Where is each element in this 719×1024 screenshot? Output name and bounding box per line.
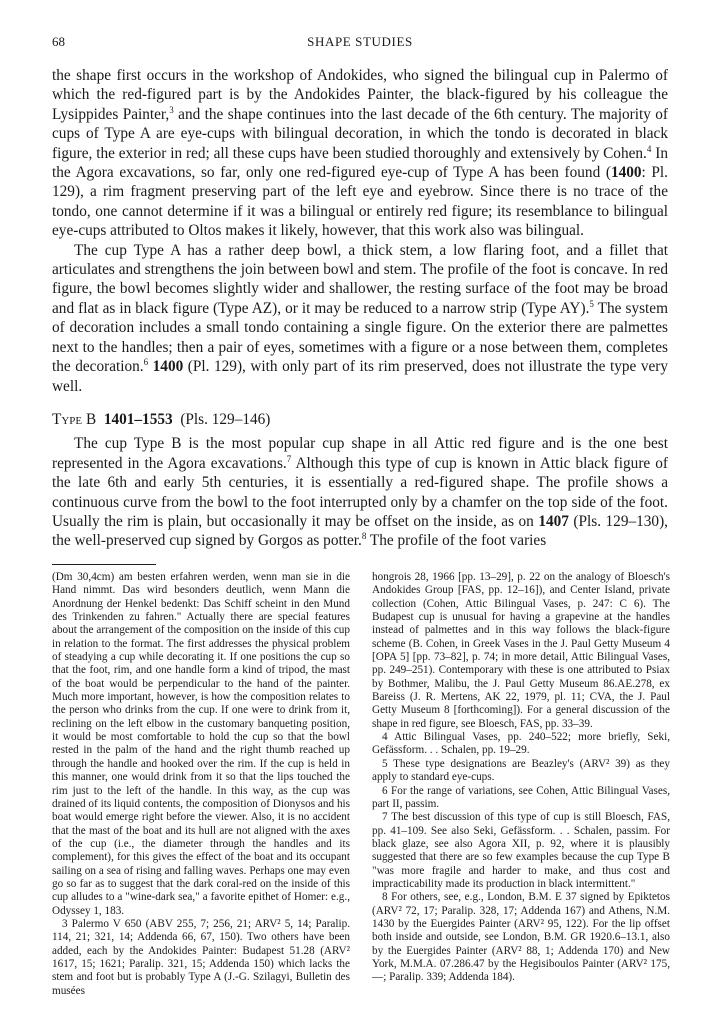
running-title: SHAPE STUDIES: [307, 34, 413, 49]
type-label: Type B: [52, 410, 97, 428]
footnote-6: 6 For the range of variations, see Cohen, Attic Bilingual Vases, part II, passim.: [372, 784, 670, 810]
text-run: (Pls. 129–130), the well-preserved cup signed by Gorgos as potter.: [52, 512, 668, 550]
footnote-8: 8 For others, see, e.g., London, B.M. E 37 signed by Epiktetos (ARV² 72, 17; Paralip. 328, 17; Addenda 167) and Athens, N.M. 1430 by the Euergides Painter (ARV² 95, 122). For the lip offset both inside and outside, see London, B.M. GR 1920.6–13.1, also by the Euergides Painter (ARV² 88, 1; Addenda 170) and New York, M.M.A. 07.286.47 by the Hegisiboulos Painter (ARV² 175, —; Paralip. 339; Addenda 184).: [372, 891, 670, 984]
footnote-ref: 7: [286, 453, 292, 464]
plates-ref: (Pls. 129–146): [180, 410, 271, 428]
text-run: and the shape continues into the last decade of the 6th century. The majority of cups of Type A are eye-cups with bilingual decoration, in which the tondo is decorated in black figure, the exterior in red; all these cups have been studied thoroughly and extensively by Cohen.: [52, 105, 669, 162]
text-run: the shape first occurs in the workshop of Andokides, who signed the bilingual cup in Palermo of which the red-figured part is by the Andokides Painter, the black-figured by his colleague the Lysippides Painter,: [52, 67, 668, 123]
text-run: Although this type of cup is known in Attic black figure of the late 6th and early 5th centuries, it is essentially a red-figured shape. The profile shows a continuous curve from the bowl to the foot interrupted only by a chamfer on the top side of the foot. Usually the rim is plain, but occasionally it may be offset on the inside, as on: [52, 454, 669, 530]
footnotes-right-column: [372, 571, 670, 985]
text-run: (Pl. 129), with only part of its rim preserved, does not illustrate the type very well.: [52, 358, 668, 395]
footnote-4: 4 Attic Bilingual Vases, pp. 240–522; more briefly, Seki, Gefässform. . . Schalen, pp. 19–29.: [372, 731, 670, 757]
page-number: 68: [52, 34, 65, 49]
footnote-ref: 3: [169, 104, 174, 115]
footnote-5: 5 These type designations are Beazley's (ARV² 39) as they apply to standard eye-cups.: [372, 757, 670, 784]
footnote-continuation: hongrois 28, 1966 [pp. 13–29], p. 22 on the analogy of Bloesch's Andokides Group [FAS, pp. 12–16]), and Center Island, private collection (Cohen, Attic Bilingual Vases, p. 247: C 6). The Budapest cup is unusual for having a grapevine at the handles instead of palmettes and in this way follows the black-figure scheme (B. Cohen, in Greek Vases in the J. Paul Getty Museum 4 [OPA 5] [pp. 73–82], p. 74; in more detail, Attic Bilingual Vases, pp. 249–251). Contemporary with these is one attributed to Psiax by Bothmer, Malibu, the J. Paul Getty Museum 86.AE.278, ex Bareiss (J. R. Mertens, AK 22, 1979, pl. 11; CVA, the J. Paul Getty Museum 8 [forthcoming]). For a general discussion of the shape in red figure, see Bloesch, FAS, pp. 33–39.: [372, 571, 670, 730]
text-run: The cup Type A has a rather deep bowl, a thick stem, a low flaring foot, and a fillet that articulates and strengthens the join between bowl and stem. The profile of the foot is concave. In red figure, the bowl becomes slightly wider and shallower, the resting surface of the foot may be broad and flat as in black figure (Type AZ), or it may be reduced to a narrow strip (Type AY).: [52, 241, 668, 317]
footnote-3: 3 Palermo V 650 (ABV 255, 7; 256, 21; ARV² 5, 14; Paralip. 114, 21; 321, 14; Addenda 66, 67, 150). Two others have been added, each by the Andokides Painter: Budapest 51.28 (ARV² 1617, 15; 1621; Paralip. 321, 15; Addenda 150) which lacks the stem and foot but is probably Type A (J.-G. Szilagyi, Bulletin des musées: [52, 917, 350, 997]
text-run: The profile of the foot varies: [366, 532, 547, 550]
text-run: : Pl. 129), a rim fragment preserving part of the left eye and eyebrow. Since there is no trace of the tondo, one cannot determine if it was a bilingual or entirely red figure; its resemblance to bilingual eye-cups attributed to Oltos makes it likely, however, that this work also was bilingual.: [52, 164, 669, 240]
footnote-ref: 4: [646, 143, 652, 154]
footnote-continuation: (Dm 30,4cm) am besten erfahren werden, wenn man sie in die Hand nimmt. Das wird besonders deutlich, wenn Mann die Anordnung der Henkel bedenkt: Das Schiff scheint in den Mund des Trinkenden zu fahren." Actually there are special features about the arrangement of the composition on the inside of this cup in relation to the format. The first addresses the physical problem of steadying a cup while decorating it. If one positions the cup so that the foot, rim, and one handle form a kind of tripod, the mast of the boat would be perpendicular to the hand of the painter. Much more important, however, is how the composition relates to the person who drinks from the cup. If one were to drink from it, reclining on the left elbow in the customary banqueting position, it would be most comfortable to hold the cup so that the bowl rested in the palm of the hand and the right thumb reached up through the handle and hooked over the rim. If the cup is held in this manner, one would drink from it so that the lips touched the rim just to the left of the handle. In this way, as the cup was drained of its liquid contents, the composition of Dionysos and his boat would emerge right before the viewer. Also, it is no accident that the mast of the boat and its hull are not aligned with the axes of the cup (i.e., the diameter through the handles and its complement), for this gives the effect of the boat and its occupant sailing on a sea of rising and falling waves. Perhaps one may even go so far as to suggest that the dark coral-red on the inside of this cup alludes to a "wine-dark sea," a favorite epithet of Homer: e.g., Odyssey 1, 183.: [52, 571, 350, 917]
text-run: In the Agora excavations, so far, only one red-figured eye-cup of Type A has been found (: [52, 144, 668, 182]
footnote-rule: [52, 564, 156, 565]
footnote-ref: 6: [143, 357, 149, 368]
page-header: [52, 34, 668, 52]
main-text: [52, 66, 668, 551]
footnote-ref: 8: [361, 531, 367, 542]
catalogue-range: 1401–1553: [103, 410, 173, 428]
text-run: The cup Type B is the most popular cup shape in all Attic red figure and is the one best represented in the Agora excavations.: [52, 435, 668, 472]
paragraph-1: [52, 66, 668, 241]
catalogue-number: 1407: [538, 512, 569, 530]
text-run: The system of decoration includes a small tondo containing a single figure. On the exterior there are palmettes next to the handles; then a pair of eyes, sometimes with a figure or a nose between them, completes the decoration.: [52, 299, 668, 376]
paragraph-2: [52, 241, 668, 396]
footnote-ref: 5: [589, 298, 594, 309]
footnotes-left-column: [52, 571, 350, 998]
paragraph-3: [52, 434, 668, 550]
catalogue-number: 1400: [152, 358, 184, 376]
catalogue-number: 1400: [610, 164, 642, 182]
footnote-7: 7 The best discussion of this type of cup is still Bloesch, FAS, pp. 41–109. See also Seki, Gefässform. . . Schalen, passim. For black glaze, see also Agora XII, p. 92, where it is plausibly suggested that there are so few examples because the cup Type B "was more fragile and harder to make, and thus cost and impracticability made its production in black intermittent.": [372, 811, 670, 890]
section-heading: [52, 410, 668, 429]
